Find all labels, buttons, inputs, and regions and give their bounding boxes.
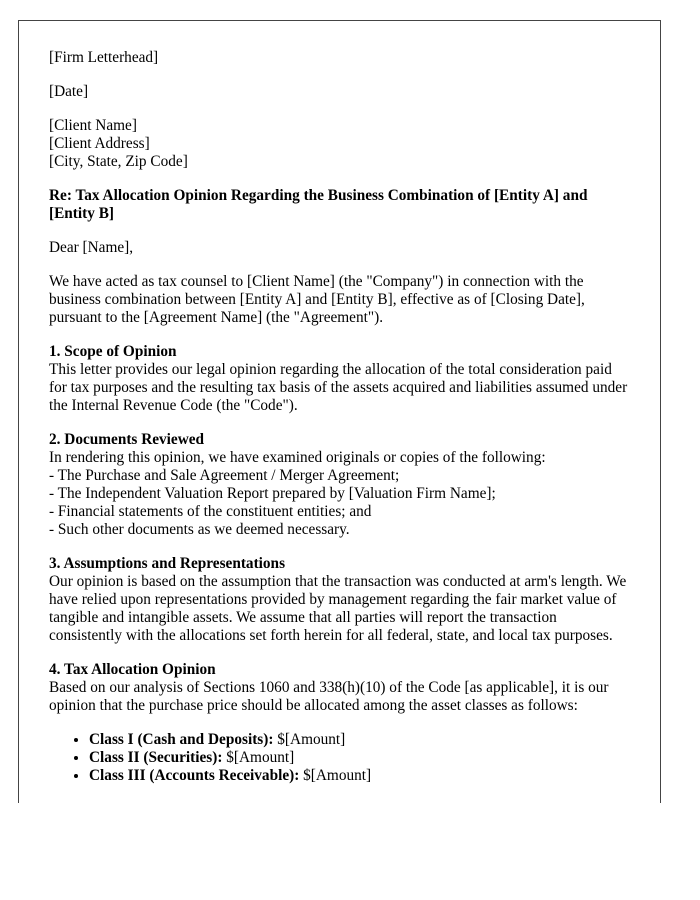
allocation-label: Class I (Cash and Deposits):	[89, 731, 274, 748]
section-title: 3. Assumptions and Representations	[49, 555, 286, 572]
salutation: Dear [Name],	[49, 239, 134, 256]
section-documents	[49, 431, 630, 539]
allocation-item	[89, 767, 630, 785]
letter-page	[18, 20, 661, 803]
allocation-value: $[Amount]	[226, 749, 295, 766]
allocation-item	[89, 749, 630, 767]
document-item: - The Purchase and Sale Agreement / Merger Agreement;	[49, 467, 400, 484]
section-title: 1. Scope of Opinion	[49, 343, 177, 360]
section-body: Our opinion is based on the assumption that the transaction was conducted at arm's length. We have relied upon representations provided by management regarding the fair market value of tangible and intangible assets. We assume that all parties will report the transaction consistently with the allocations set forth herein for all federal, state, and local tax purposes.	[49, 573, 627, 644]
allocation-value: $[Amount]	[277, 731, 346, 748]
subject-line	[49, 187, 630, 223]
client-address: [Client Address]	[49, 135, 150, 152]
allocation-label: Class III (Accounts Receivable):	[89, 767, 300, 784]
section-assumptions	[49, 555, 630, 645]
document-item: - The Independent Valuation Report prepared by [Valuation Firm Name];	[49, 485, 496, 502]
section-scope	[49, 343, 630, 415]
client-city-state-zip: [City, State, Zip Code]	[49, 153, 188, 170]
section-allocation-opinion	[49, 661, 630, 715]
client-address-block	[49, 117, 630, 171]
subject-text: Re: Tax Allocation Opinion Regarding the Business Combination of [Entity A] and [Entity B]	[49, 187, 588, 222]
section-body: In rendering this opinion, we have examined originals or copies of the following:	[49, 449, 546, 466]
firm-letterhead: [Firm Letterhead]	[49, 49, 159, 66]
intro-paragraph: We have acted as tax counsel to [Client Name] (the "Company") in connection with the business combination between [Entity A] and [Entity B], effective as of [Closing Date], pursuant to the [Agreement Name] (the "Agreement").	[49, 273, 585, 326]
allocation-item	[89, 731, 630, 749]
document-item: - Financial statements of the constituent entities; and	[49, 503, 372, 520]
allocation-label: Class II (Securities):	[89, 749, 223, 766]
client-name: [Client Name]	[49, 117, 137, 134]
section-body: This letter provides our legal opinion regarding the allocation of the total consideration paid for tax purposes and the resulting tax basis of the assets acquired and liabilities assumed under the Internal Revenue Code (the "Code").	[49, 361, 628, 414]
section-body: Based on our analysis of Sections 1060 and 338(h)(10) of the Code [as applicable], it is our opinion that the purchase price should be allocated among the asset classes as follows:	[49, 679, 609, 714]
document-item: - Such other documents as we deemed necessary.	[49, 521, 350, 538]
letter-date: [Date]	[49, 83, 89, 100]
section-title: 2. Documents Reviewed	[49, 431, 205, 448]
allocation-value: $[Amount]	[303, 767, 372, 784]
allocation-list	[49, 731, 630, 785]
section-title: 4. Tax Allocation Opinion	[49, 661, 216, 678]
